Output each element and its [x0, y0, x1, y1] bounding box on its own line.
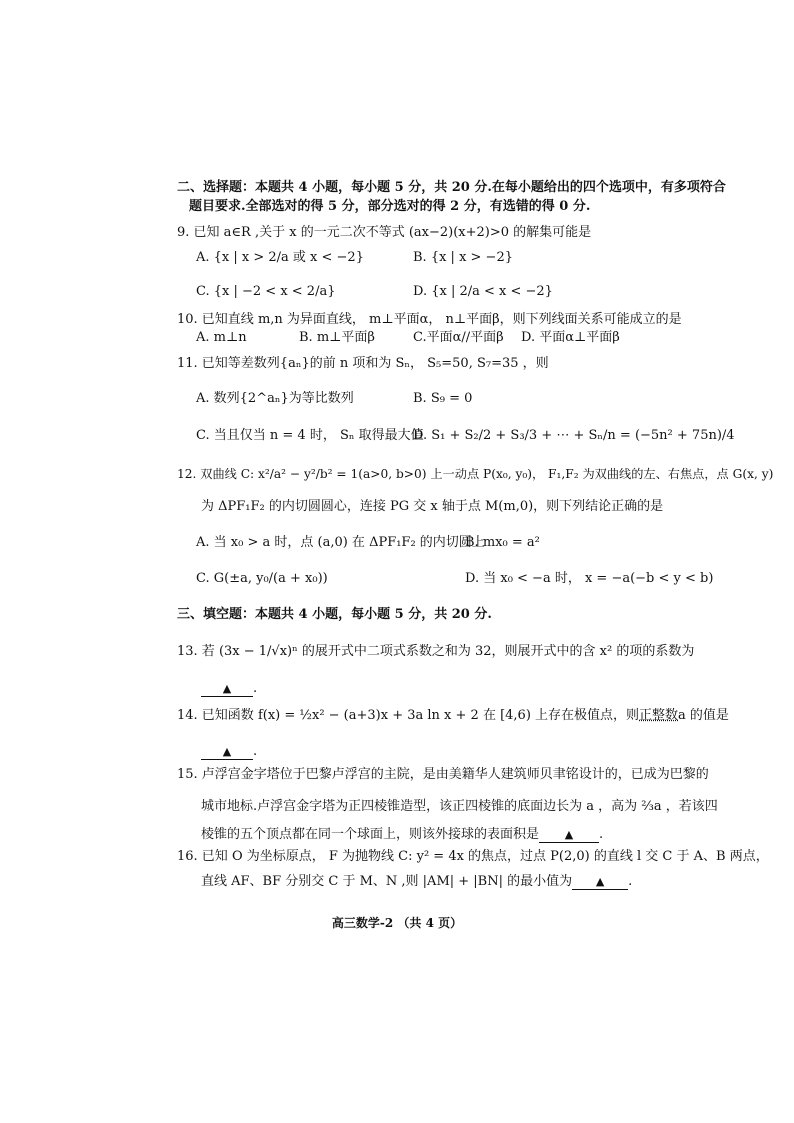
q15-answer-blank	[539, 828, 599, 843]
section2-heading-line2: 题目要求.全部选对的得 5 分，部分选对的得 2 分，有选错的得 0 分.	[189, 199, 591, 214]
q11-option-c: C. 当且仅当 n = 4 时， Sₙ 取得最大值	[196, 428, 424, 443]
q12-stem-line1: 12. 双曲线 C: x²/a² − y²/b² = 1(a>0, b>0) 上一动点 P(x₀, y₀)， F₁,F₂ 为双曲线的左、右焦点，点 G(x, y)	[177, 467, 774, 481]
q11-option-d: D. S₁ + S₂/2 + S₃/3 + ⋯ + Sₙ/n = (−5n² + 75n)/4	[413, 428, 735, 443]
q12-option-c: C. G(±a, y₀/(a + x₀))	[196, 571, 328, 586]
q13-triangle-marker: ▲	[222, 682, 232, 695]
q15-line2: 城市地标.卢浮宫金字塔为正四棱锥造型，该正四棱锥的底面边长为 a ，高为 ⅔a ，若该四	[201, 799, 718, 814]
q15-line3-text: 棱锥的五个顶点都在同一个球面上，则该外接球的表面积是	[201, 827, 540, 842]
q11-option-a: A. 数列{2^aₙ}为等比数列	[196, 391, 354, 406]
q12-option-a: A. 当 x₀ > a 时，点 (a,0) 在 ΔPF₁F₂ 的内切圆上	[196, 535, 485, 550]
q12-stem-line2: 为 ΔPF₁F₂ 的内切圆圆心，连接 PG 交 x 轴于点 M(m,0)，则下列结论正确的是	[201, 499, 664, 514]
q14-stem-part1: 14. 已知函数 f(x) = ½x² − (a+3)x + 3a ln x + 2 在 [4,6) 上存在极值点，则	[177, 708, 640, 723]
q13-stem: 13. 若 (3x − 1/√x)ⁿ 的展开式中二项式系数之和为 32，则展开式中的含 x² 的项的系数为	[177, 644, 695, 659]
section2-heading-line1: 二、选择题：本题共 4 小题，每小题 5 分，共 20 分.在每小题给出的四个选项中，有多项符合	[177, 180, 726, 195]
q9-option-c: C. {x | −2 < x < 2/a}	[196, 284, 336, 299]
q10-option-c: C.平面α//平面β	[413, 330, 504, 345]
q14-answer-line: ▲ .	[201, 743, 257, 761]
q10-option-b: B. m⊥平面β	[299, 330, 375, 345]
q11-stem: 11. 已知等差数列{aₙ}的前 n 项和为 Sₙ， S₅=50, S₇=35 ，则	[177, 356, 549, 371]
q13-answer-line: ▲ .	[201, 680, 257, 698]
q10-stem: 10. 已知直线 m,n 为异面直线， m⊥平面α， n⊥平面β，则下列线面关系可能成立的是	[177, 312, 682, 327]
q15-line3: 棱锥的五个顶点都在同一个球面上，则该外接球的表面积是 ▲ .	[201, 827, 604, 842]
q9-option-a: A. {x | x > 2/a 或 x < −2}	[196, 250, 364, 265]
q16-answer-blank	[572, 875, 628, 890]
q13-answer-blank	[201, 682, 253, 697]
q16-line2-text: 直线 AF、BF 分别交 C 于 M、N ,则 |AM| + |BN| 的最小值为	[201, 874, 573, 889]
q14-stem-part2: a 的值是	[678, 708, 729, 723]
q14-stem	[177, 707, 729, 725]
q11-option-b: B. S₉ = 0	[413, 391, 473, 406]
q14-stem-emphasis: 正整数	[639, 708, 679, 723]
q12-option-d: D. 当 x₀ < −a 时， x = −a(−b < y < b)	[465, 571, 714, 586]
q9-stem: 9. 已知 a∈R ,关于 x 的一元二次不等式 (ax−2)(x+2)>0 的解集可能是	[177, 225, 592, 240]
q16-line2: 直线 AF、BF 分别交 C 于 M、N ,则 |AM| + |BN| 的最小值为 ▲ .	[201, 874, 633, 889]
q15-triangle-marker: ▲	[564, 828, 574, 841]
q15-line1: 15. 卢浮宫金字塔位于巴黎卢浮宫的主院，是由美籍华人建筑师贝聿铭设计的，已成为巴黎的	[177, 767, 709, 782]
q12-option-b: B. mx₀ = a²	[465, 535, 540, 550]
q16-line1: 16. 已知 O 为坐标原点， F 为抛物线 C: y² = 4x 的焦点，过点 P(2,0) 的直线 l 交 C 于 A、B 两点，	[177, 849, 769, 864]
q10-option-d: D. 平面α⊥平面β	[521, 330, 620, 345]
q14-triangle-marker: ▲	[222, 745, 232, 758]
q10-option-a: A. m⊥n	[196, 330, 247, 345]
q9-option-b: B. {x | x > −2}	[413, 250, 513, 265]
q16-triangle-marker: ▲	[595, 875, 605, 888]
section3-heading: 三、填空题：本题共 4 小题，每小题 5 分，共 20 分.	[177, 607, 492, 622]
q14-answer-blank	[201, 745, 253, 760]
page-footer: 高三数学-2 （共 4 页）	[331, 916, 463, 930]
q9-option-d: D. {x | 2/a < x < −2}	[413, 284, 553, 299]
